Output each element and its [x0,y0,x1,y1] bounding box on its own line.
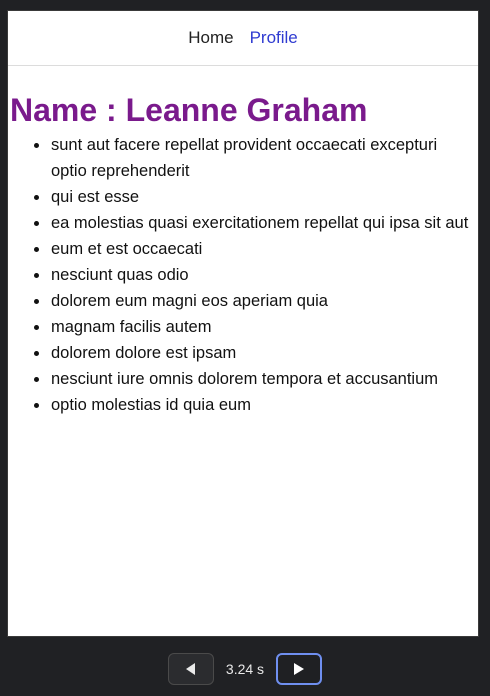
post-list [8,132,478,418]
app-viewport [7,10,479,637]
list-item: nesciunt quas odio [34,262,470,288]
list-item: dolorem eum magni eos aperiam quia [34,288,470,314]
previous-step-button[interactable] [168,653,214,685]
triangle-right-icon [294,663,304,675]
next-step-button[interactable] [276,653,322,685]
elapsed-time: 3.24 s [225,661,265,677]
playback-controls [0,652,490,686]
list-item: eum et est occaecati [34,236,470,262]
list-item: qui est esse [34,184,470,210]
nav-profile-link[interactable]: Profile [249,28,298,47]
list-item: sunt aut facere repellat provident occaecati excepturi optio reprehenderit [34,132,470,184]
triangle-left-icon [186,663,195,675]
list-item: ea molestias quasi exercitationem repellat qui ipsa sit aut [34,210,470,236]
page-title: Name : Leanne Graham [10,92,368,128]
top-nav [8,11,478,66]
list-item: magnam facilis autem [34,314,470,340]
list-item: optio molestias id quia eum [34,392,470,418]
nav-home-link[interactable]: Home [188,28,234,47]
list-item: nesciunt iure omnis dolorem tempora et accusantium [34,366,470,392]
list-item: dolorem dolore est ipsam [34,340,470,366]
